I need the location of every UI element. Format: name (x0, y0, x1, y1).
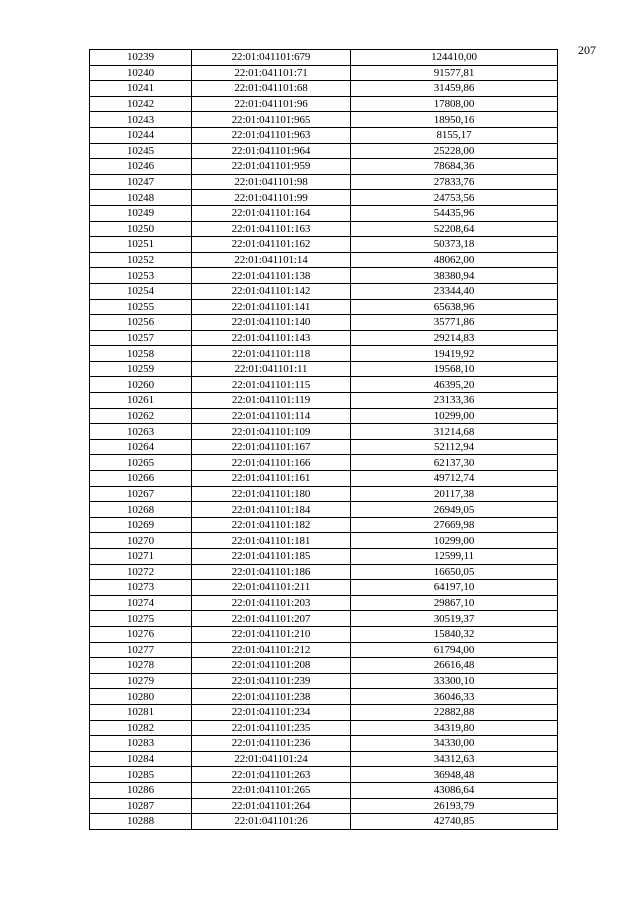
value-cell: 64197,10 (351, 580, 558, 596)
cadastral-number-cell: 22:01:041101:96 (192, 96, 351, 112)
value-cell: 46395,20 (351, 377, 558, 393)
row-number-cell: 10265 (90, 455, 192, 471)
value-cell: 26616,48 (351, 658, 558, 674)
row-number-cell: 10273 (90, 580, 192, 596)
table-row (90, 112, 558, 128)
row-number-cell: 10270 (90, 533, 192, 549)
value-cell: 48062,00 (351, 252, 558, 268)
cadastral-number-cell: 22:01:041101:963 (192, 127, 351, 143)
table-row (90, 549, 558, 565)
table-row (90, 720, 558, 736)
cadastral-number-cell: 22:01:041101:239 (192, 673, 351, 689)
value-cell: 29214,83 (351, 330, 558, 346)
row-number-cell: 10277 (90, 642, 192, 658)
table-row (90, 595, 558, 611)
value-cell: 30519,37 (351, 611, 558, 627)
table-row (90, 377, 558, 393)
cadastral-number-cell: 22:01:041101:141 (192, 299, 351, 315)
cadastral-number-cell: 22:01:041101:24 (192, 751, 351, 767)
cadastral-number-cell: 22:01:041101:99 (192, 190, 351, 206)
cadastral-number-cell: 22:01:041101:26 (192, 814, 351, 830)
row-number-cell: 10268 (90, 502, 192, 518)
cadastral-number-cell: 22:01:041101:265 (192, 782, 351, 798)
value-cell: 33300,10 (351, 673, 558, 689)
value-cell: 31459,86 (351, 81, 558, 97)
cadastral-value-table (89, 49, 558, 830)
row-number-cell: 10253 (90, 268, 192, 284)
cadastral-number-cell: 22:01:041101:965 (192, 112, 351, 128)
row-number-cell: 10287 (90, 798, 192, 814)
table-row (90, 658, 558, 674)
value-cell: 42740,85 (351, 814, 558, 830)
row-number-cell: 10263 (90, 424, 192, 440)
cadastral-number-cell: 22:01:041101:180 (192, 486, 351, 502)
cadastral-number-cell: 22:01:041101:210 (192, 626, 351, 642)
cadastral-number-cell: 22:01:041101:959 (192, 159, 351, 175)
table-row (90, 361, 558, 377)
value-cell: 52208,64 (351, 221, 558, 237)
row-number-cell: 10280 (90, 689, 192, 705)
row-number-cell: 10257 (90, 330, 192, 346)
row-number-cell: 10286 (90, 782, 192, 798)
table-row (90, 315, 558, 331)
value-cell: 22882,88 (351, 704, 558, 720)
table-row (90, 455, 558, 471)
value-cell: 18950,16 (351, 112, 558, 128)
cadastral-number-cell: 22:01:041101:264 (192, 798, 351, 814)
cadastral-number-cell: 22:01:041101:68 (192, 81, 351, 97)
cadastral-number-cell: 22:01:041101:11 (192, 361, 351, 377)
row-number-cell: 10254 (90, 283, 192, 299)
row-number-cell: 10283 (90, 736, 192, 752)
row-number-cell: 10249 (90, 205, 192, 221)
cadastral-number-cell: 22:01:041101:182 (192, 517, 351, 533)
table-row (90, 642, 558, 658)
value-cell: 36046,33 (351, 689, 558, 705)
table-row (90, 50, 558, 66)
row-number-cell: 10279 (90, 673, 192, 689)
table-row (90, 96, 558, 112)
cadastral-number-cell: 22:01:041101:71 (192, 65, 351, 81)
value-cell: 34330,00 (351, 736, 558, 752)
value-cell: 61794,00 (351, 642, 558, 658)
table-row (90, 798, 558, 814)
table-row (90, 283, 558, 299)
row-number-cell: 10246 (90, 159, 192, 175)
row-number-cell: 10262 (90, 408, 192, 424)
cadastral-number-cell: 22:01:041101:234 (192, 704, 351, 720)
table-row (90, 580, 558, 596)
value-cell: 26193,79 (351, 798, 558, 814)
row-number-cell: 10260 (90, 377, 192, 393)
table-row (90, 439, 558, 455)
row-number-cell: 10252 (90, 252, 192, 268)
table-row (90, 408, 558, 424)
value-cell: 17808,00 (351, 96, 558, 112)
row-number-cell: 10239 (90, 50, 192, 66)
row-number-cell: 10259 (90, 361, 192, 377)
table-row (90, 502, 558, 518)
table-row (90, 330, 558, 346)
row-number-cell: 10243 (90, 112, 192, 128)
row-number-cell: 10274 (90, 595, 192, 611)
value-cell: 65638,96 (351, 299, 558, 315)
cadastral-number-cell: 22:01:041101:211 (192, 580, 351, 596)
value-cell: 27833,76 (351, 174, 558, 190)
cadastral-number-cell: 22:01:041101:109 (192, 424, 351, 440)
cadastral-number-cell: 22:01:041101:212 (192, 642, 351, 658)
value-cell: 34312,63 (351, 751, 558, 767)
value-cell: 27669,98 (351, 517, 558, 533)
cadastral-number-cell: 22:01:041101:14 (192, 252, 351, 268)
row-number-cell: 10285 (90, 767, 192, 783)
cadastral-number-cell: 22:01:041101:138 (192, 268, 351, 284)
row-number-cell: 10240 (90, 65, 192, 81)
table-row (90, 814, 558, 830)
cadastral-number-cell: 22:01:041101:162 (192, 237, 351, 253)
cadastral-number-cell: 22:01:041101:140 (192, 315, 351, 331)
value-cell: 49712,74 (351, 471, 558, 487)
value-cell: 43086,64 (351, 782, 558, 798)
table-row (90, 190, 558, 206)
row-number-cell: 10264 (90, 439, 192, 455)
cadastral-number-cell: 22:01:041101:679 (192, 50, 351, 66)
table-row (90, 252, 558, 268)
table-row (90, 205, 558, 221)
value-cell: 15840,32 (351, 626, 558, 642)
value-cell: 124410,00 (351, 50, 558, 66)
cadastral-number-cell: 22:01:041101:186 (192, 564, 351, 580)
row-number-cell: 10278 (90, 658, 192, 674)
row-number-cell: 10248 (90, 190, 192, 206)
table-row (90, 424, 558, 440)
value-cell: 62137,30 (351, 455, 558, 471)
value-cell: 36948,48 (351, 767, 558, 783)
value-cell: 8155,17 (351, 127, 558, 143)
row-number-cell: 10261 (90, 393, 192, 409)
cadastral-number-cell: 22:01:041101:236 (192, 736, 351, 752)
row-number-cell: 10244 (90, 127, 192, 143)
value-cell: 54435,96 (351, 205, 558, 221)
value-cell: 31214,68 (351, 424, 558, 440)
value-cell: 12599,11 (351, 549, 558, 565)
table-row (90, 767, 558, 783)
row-number-cell: 10281 (90, 704, 192, 720)
value-cell: 10299,00 (351, 533, 558, 549)
table-row (90, 346, 558, 362)
table-row (90, 751, 558, 767)
table-row (90, 517, 558, 533)
cadastral-number-cell: 22:01:041101:161 (192, 471, 351, 487)
cadastral-number-cell: 22:01:041101:118 (192, 346, 351, 362)
table-row (90, 533, 558, 549)
cadastral-number-cell: 22:01:041101:263 (192, 767, 351, 783)
row-number-cell: 10251 (90, 237, 192, 253)
table-row (90, 268, 558, 284)
row-number-cell: 10245 (90, 143, 192, 159)
cadastral-number-cell: 22:01:041101:208 (192, 658, 351, 674)
row-number-cell: 10276 (90, 626, 192, 642)
cadastral-number-cell: 22:01:041101:163 (192, 221, 351, 237)
value-cell: 35771,86 (351, 315, 558, 331)
table-row (90, 159, 558, 175)
table-row (90, 689, 558, 705)
row-number-cell: 10247 (90, 174, 192, 190)
value-cell: 19568,10 (351, 361, 558, 377)
row-number-cell: 10269 (90, 517, 192, 533)
value-cell: 24753,56 (351, 190, 558, 206)
table-row (90, 237, 558, 253)
cadastral-number-cell: 22:01:041101:203 (192, 595, 351, 611)
value-cell: 29867,10 (351, 595, 558, 611)
table-row (90, 221, 558, 237)
table-row (90, 564, 558, 580)
cadastral-number-cell: 22:01:041101:142 (192, 283, 351, 299)
cadastral-number-cell: 22:01:041101:167 (192, 439, 351, 455)
row-number-cell: 10255 (90, 299, 192, 315)
row-number-cell: 10256 (90, 315, 192, 331)
table-row (90, 65, 558, 81)
cadastral-number-cell: 22:01:041101:181 (192, 533, 351, 549)
row-number-cell: 10267 (90, 486, 192, 502)
value-cell: 19419,92 (351, 346, 558, 362)
row-number-cell: 10288 (90, 814, 192, 830)
table-row (90, 143, 558, 159)
table-row (90, 393, 558, 409)
table-row (90, 736, 558, 752)
value-cell: 20117,38 (351, 486, 558, 502)
table-row (90, 486, 558, 502)
cadastral-number-cell: 22:01:041101:235 (192, 720, 351, 736)
value-cell: 38380,94 (351, 268, 558, 284)
table-body (90, 50, 558, 830)
table-row (90, 299, 558, 315)
table-row (90, 704, 558, 720)
value-cell: 34319,80 (351, 720, 558, 736)
row-number-cell: 10258 (90, 346, 192, 362)
row-number-cell: 10275 (90, 611, 192, 627)
row-number-cell: 10250 (90, 221, 192, 237)
value-cell: 25228,00 (351, 143, 558, 159)
value-cell: 16650,05 (351, 564, 558, 580)
table-row (90, 471, 558, 487)
value-cell: 23133,36 (351, 393, 558, 409)
value-cell: 50373,18 (351, 237, 558, 253)
table-row (90, 127, 558, 143)
cadastral-number-cell: 22:01:041101:143 (192, 330, 351, 346)
value-cell: 52112,94 (351, 439, 558, 455)
table-row (90, 782, 558, 798)
table-row (90, 673, 558, 689)
row-number-cell: 10271 (90, 549, 192, 565)
value-cell: 91577,81 (351, 65, 558, 81)
cadastral-number-cell: 22:01:041101:115 (192, 377, 351, 393)
cadastral-number-cell: 22:01:041101:119 (192, 393, 351, 409)
row-number-cell: 10282 (90, 720, 192, 736)
value-cell: 26949,05 (351, 502, 558, 518)
row-number-cell: 10241 (90, 81, 192, 97)
cadastral-number-cell: 22:01:041101:98 (192, 174, 351, 190)
row-number-cell: 10272 (90, 564, 192, 580)
cadastral-number-cell: 22:01:041101:164 (192, 205, 351, 221)
table-row (90, 626, 558, 642)
row-number-cell: 10266 (90, 471, 192, 487)
value-cell: 10299,00 (351, 408, 558, 424)
cadastral-number-cell: 22:01:041101:184 (192, 502, 351, 518)
cadastral-number-cell: 22:01:041101:964 (192, 143, 351, 159)
value-cell: 23344,40 (351, 283, 558, 299)
cadastral-number-cell: 22:01:041101:185 (192, 549, 351, 565)
row-number-cell: 10284 (90, 751, 192, 767)
cadastral-number-cell: 22:01:041101:166 (192, 455, 351, 471)
table-row (90, 174, 558, 190)
table-row (90, 611, 558, 627)
cadastral-number-cell: 22:01:041101:114 (192, 408, 351, 424)
page-number: 207 (578, 43, 596, 57)
cadastral-number-cell: 22:01:041101:207 (192, 611, 351, 627)
row-number-cell: 10242 (90, 96, 192, 112)
table-row (90, 81, 558, 97)
value-cell: 78684,36 (351, 159, 558, 175)
cadastral-number-cell: 22:01:041101:238 (192, 689, 351, 705)
